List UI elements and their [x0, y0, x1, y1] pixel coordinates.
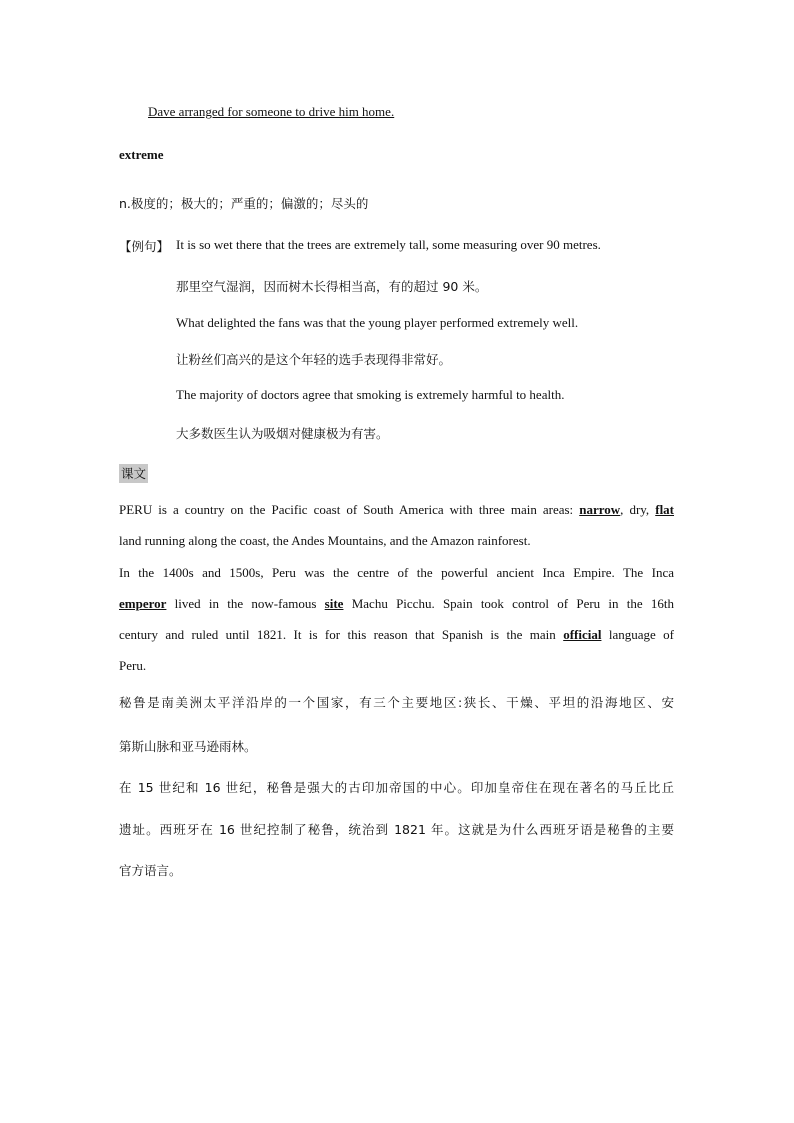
definition: n.极度的；极大的；严重的；偏激的；尽头的 [119, 196, 369, 211]
vocab-official: official [563, 627, 602, 642]
vocab-emperor: emperor [119, 596, 167, 611]
zh-para1-line2: 第斯山脉和亚马逊雨林。 [119, 739, 257, 754]
example-2-zh: 让粉丝们高兴的是这个年轻的选手表现得非常好。 [176, 352, 452, 367]
para2-line2: emperor lived in the now-famous site Machu Picchu. Spain took control of Peru in the 16th [119, 596, 675, 611]
para1-line1: PERU is a country on the Pacific coast of South America with three main areas: narrow, dry, flat [119, 502, 675, 517]
zh-para2-line1: 在 15 世纪和 16 世纪，秘鲁是强大的古印加帝国的中心。印加皇帝住在现在著名的马丘比丘 [119, 780, 674, 795]
vocab-narrow: narrow [579, 502, 621, 517]
example-3-zh: 大多数医生认为吸烟对健康极为有害。 [176, 426, 389, 441]
para2-line4: Peru. [119, 658, 147, 673]
vocab-flat: flat [655, 502, 675, 517]
zh-para2-line2: 遗址。西班牙在 16 世纪控制了秘鲁，统治到 1821 年。这就是为什么西班牙语是秘鲁的主要 [119, 822, 674, 837]
example-2-en: What delighted the fans was that the young player performed extremely well. [176, 315, 579, 330]
headword: extreme [119, 147, 164, 162]
para1-line2: land running along the coast, the Andes Mountains, and the Amazon rainforest. [119, 533, 531, 548]
para2-line3: century and ruled until 1821. It is for this reason that Spanish is the main official language of [119, 627, 675, 642]
para2-line1: In the 1400s and 1500s, Peru was the centre of the powerful ancient Inca Empire. The Inca [119, 565, 674, 580]
vocab-site: site [324, 596, 344, 611]
zh-para1-line1: 秘鲁是南美洲太平洋沿岸的一个国家，有三个主要地区:狭长、干燥、平坦的沿海地区、安 [119, 695, 674, 710]
zh-para2-line3: 官方语言。 [119, 863, 182, 878]
example-label: 【例句】 [119, 239, 170, 254]
example-sentence-top: Dave arranged for someone to drive him home. [148, 104, 395, 119]
example-1-zh: 那里空气湿润，因而树木长得相当高，有的超过 90 米。 [176, 279, 488, 294]
section-label: 课文 [121, 466, 147, 481]
example-3-en: The majority of doctors agree that smoking is extremely harmful to health. [176, 387, 565, 402]
example-1-en: It is so wet there that the trees are extremely tall, some measuring over 90 metres. [176, 237, 601, 252]
